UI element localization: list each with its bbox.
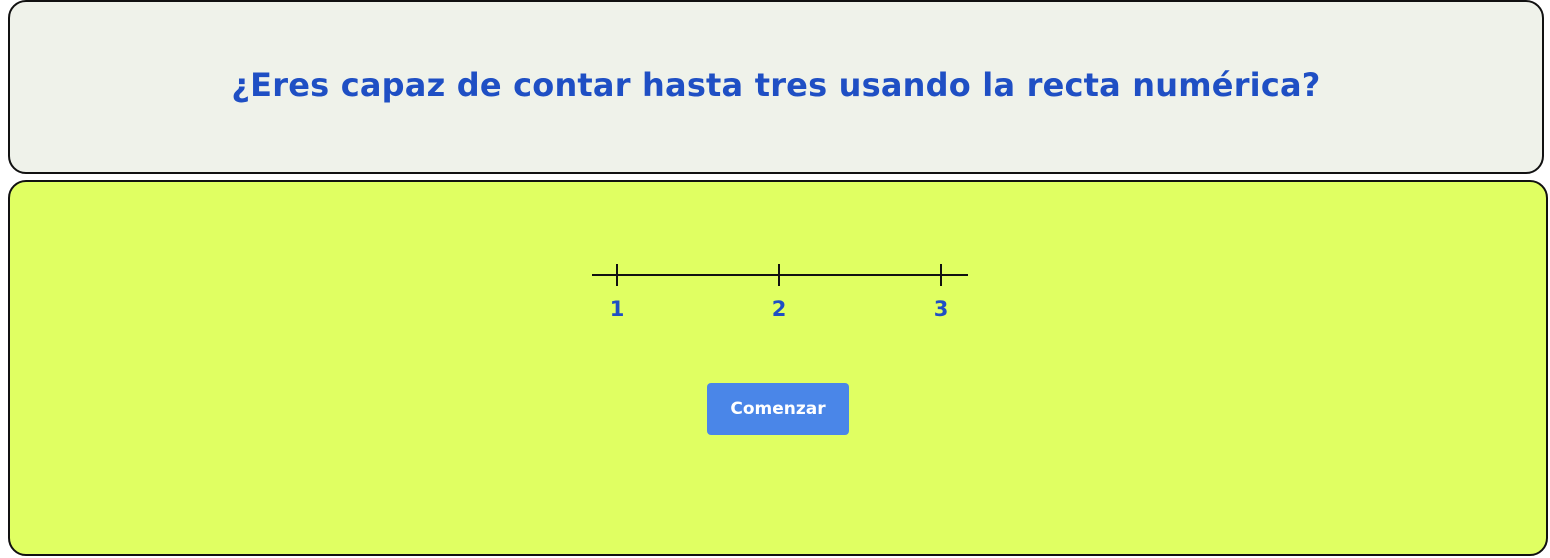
tick-label-3: 3 — [933, 297, 949, 321]
number-line — [10, 182, 1546, 554]
question-header — [8, 0, 1544, 174]
question-title: ¿Eres capaz de contar hasta tres usando la recta numérica? — [231, 66, 1321, 104]
tick-label-1: 1 — [609, 297, 625, 321]
start-button[interactable]: Comenzar — [707, 383, 849, 435]
activity-panel — [8, 180, 1548, 556]
tick-label-2: 2 — [771, 297, 787, 321]
